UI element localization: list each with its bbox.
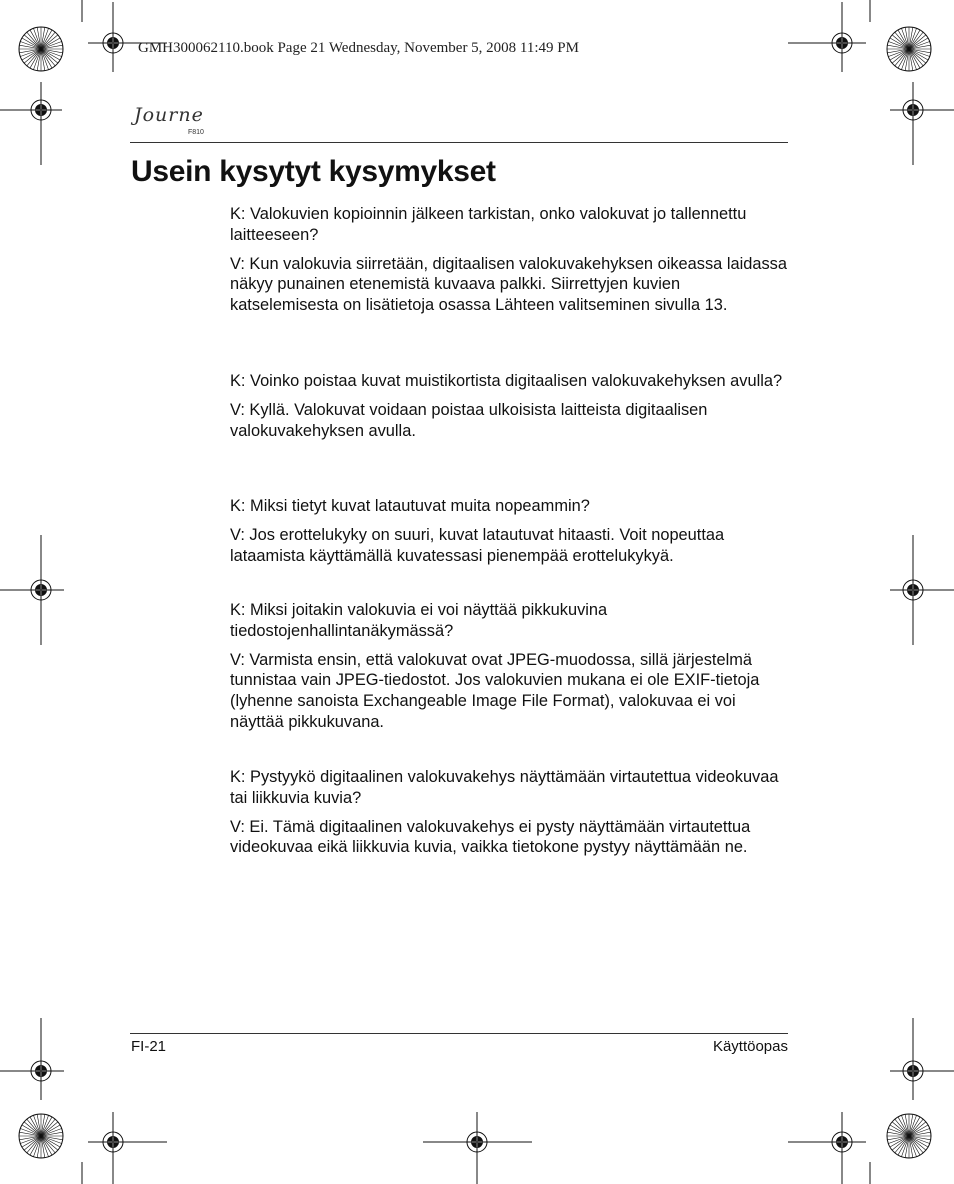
printer-header: GMH300062110.book Page 21 Wednesday, November 5, 2008 11:49 PM xyxy=(138,40,579,56)
brand-model: F810 xyxy=(188,129,204,136)
qa-item-5 xyxy=(230,767,790,858)
qa-item-3 xyxy=(230,496,790,566)
footer-rule xyxy=(130,1033,788,1034)
question-4: K: Miksi joitakin valokuvia ei voi näyttää pikkukuvina tiedostojenhallintanäkymässä? xyxy=(230,601,608,640)
brand-logo: Journe xyxy=(134,104,204,126)
answer-3: V: Jos erottelukyky on suuri, kuvat latautuvat hitaasti. Voit nopeuttaa lataamista käyttämällä kuvatessasi pienempää erottelukykyä. xyxy=(230,525,725,565)
guide-name: Käyttöopas xyxy=(712,1038,788,1055)
page-title: Usein kysytyt kysymykset xyxy=(131,155,496,188)
question-2: K: Voinko poistaa kuvat muistikortista digitaalisen valokuvakehyksen avulla? xyxy=(230,372,783,390)
page-number: FI-21 xyxy=(131,1038,167,1055)
qa-item-1 xyxy=(230,204,790,316)
qa-item-4 xyxy=(230,600,790,733)
question-3: K: Miksi tietyt kuvat latautuvat muita nopeammin? xyxy=(230,497,590,515)
answer-2: V: Kyllä. Valokuvat voidaan poistaa ulkoisista laitteista digitaalisen valokuvakehyksen avulla. xyxy=(230,400,708,440)
answer-4: V: Varmista ensin, että valokuvat ovat JPEG-muodossa, sillä järjestelmä tunnistaa vain JPEG-tiedostot. Jos valokuvien mukana ei ole EXIF-tietoja (lyhenne sanoista Exchangeable Image File Format), valokuvaa ei voi näyttää pikkukuvana. xyxy=(230,650,760,731)
question-5: K: Pystyykö digitaalinen valokuvakehys näyttämään virtautettua videokuvaa tai liikkuvia kuvia? xyxy=(230,768,779,807)
answer-5: V: Ei. Tämä digitaalinen valokuvakehys ei pysty näyttämään virtautettua videokuvaa eikä liikkuvia kuvia, vaikka tietokone pystyy näyttämään ne. xyxy=(230,817,751,857)
question-1: K: Valokuvien kopioinnin jälkeen tarkistan, onko valokuvat jo tallennettu laitteeseen? xyxy=(230,205,747,244)
answer-1: V: Kun valokuvia siirretään, digitaalisen valokuvakehyksen oikeassa laidassa näkyy punainen etenemistä kuvaava palkki. Siirrettyjen kuvien katselemisesta on lisätietoja osassa Lähteen valitseminen sivulla 13. xyxy=(230,254,787,315)
header-rule xyxy=(130,142,788,143)
qa-item-2 xyxy=(230,371,790,441)
